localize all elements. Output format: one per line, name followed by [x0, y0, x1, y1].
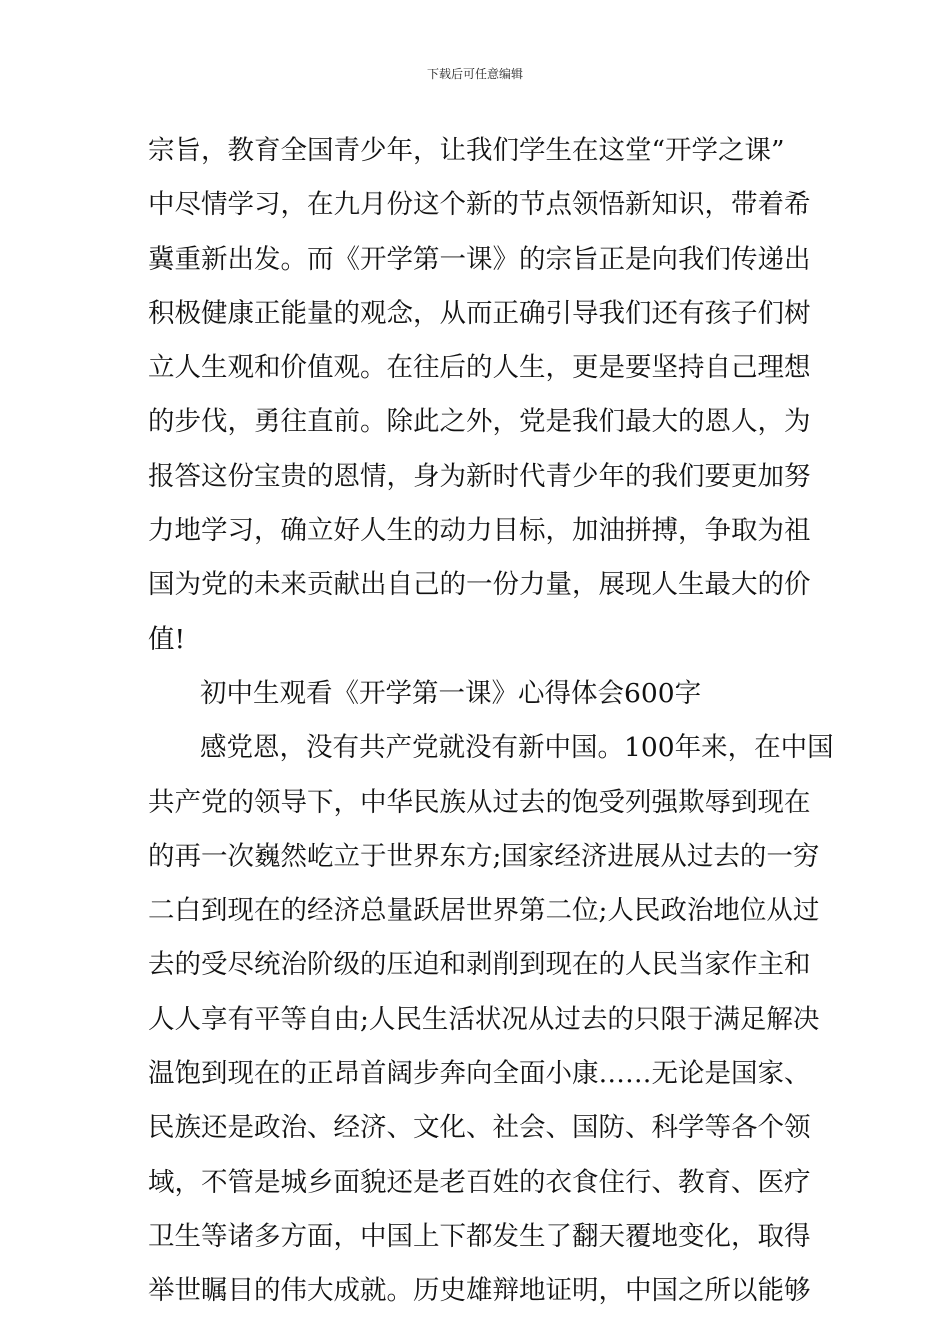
text-line: 宗旨，教育全国青少年，让我们学生在这堂“开学之课”	[148, 135, 785, 166]
text-line: 人人享有平等自由;人民生活状况从过去的只限于满足解决	[148, 1003, 820, 1035]
text-line: 力地学习，确立好人生的动力目标，加油拼搏，争取为祖	[148, 515, 811, 547]
text-line: 卫生等诸多方面，中国上下都发生了翻天覆地变化，取得	[148, 1220, 811, 1252]
text-line: 温饱到现在的正昂首阔步奔向全面小康……无论是国家、	[148, 1058, 811, 1090]
section-heading: 初中生观看《开学第一课》心得体会600字	[200, 677, 702, 709]
section-heading-block	[148, 667, 808, 721]
text-line: 的步伐，勇往直前。除此之外，党是我们最大的恩人，为	[148, 406, 811, 438]
paragraph-1	[148, 124, 811, 667]
page-header-note: 下载后可任意编辑	[426, 67, 523, 81]
text-line: 报答这份宝贵的恩情，身为新时代青少年的我们要更加努	[148, 460, 811, 492]
text-line: 立人生观和价值观。在往后的人生，更是要坚持自己理想	[148, 352, 811, 384]
document-body	[148, 124, 834, 1319]
text-line: 举世瞩目的伟大成就。历史雄辩地证明，中国之所以能够	[148, 1275, 811, 1307]
text-line: 去的受尽统治阶级的压迫和剥削到现在的人民当家作主和	[148, 949, 811, 981]
text-line: 民族还是政治、经济、文化、社会、国防、科学等各个领	[148, 1112, 811, 1144]
text-line: 值!	[148, 623, 186, 655]
text-line: 国为党的未来贡献出自己的一份力量，展现人生最大的价	[148, 569, 811, 601]
text-line: 共产党的领导下，中华民族从过去的饱受列强欺辱到现在	[148, 786, 811, 818]
text-line: 二白到现在的经济总量跃居世界第二位;人民政治地位从过	[148, 895, 820, 927]
text-line: 域，不管是城乡面貌还是老百姓的衣食住行、教育、医疗	[148, 1166, 811, 1198]
text-line: 感党恩，没有共产党就没有新中国。100年来，在中国	[200, 732, 834, 764]
text-line: 的再一次巍然屹立于世界东方;国家经济进展从过去的一穷	[148, 840, 820, 872]
text-line: 积极健康正能量的观念，从而正确引导我们还有孩子们树	[148, 297, 811, 329]
text-line: 中尽情学习，在九月份这个新的节点领悟新知识，带着希	[148, 189, 811, 221]
paragraph-2	[148, 721, 834, 1318]
text-line: 冀重新出发。而《开学第一课》的宗旨正是向我们传递出	[148, 243, 811, 275]
